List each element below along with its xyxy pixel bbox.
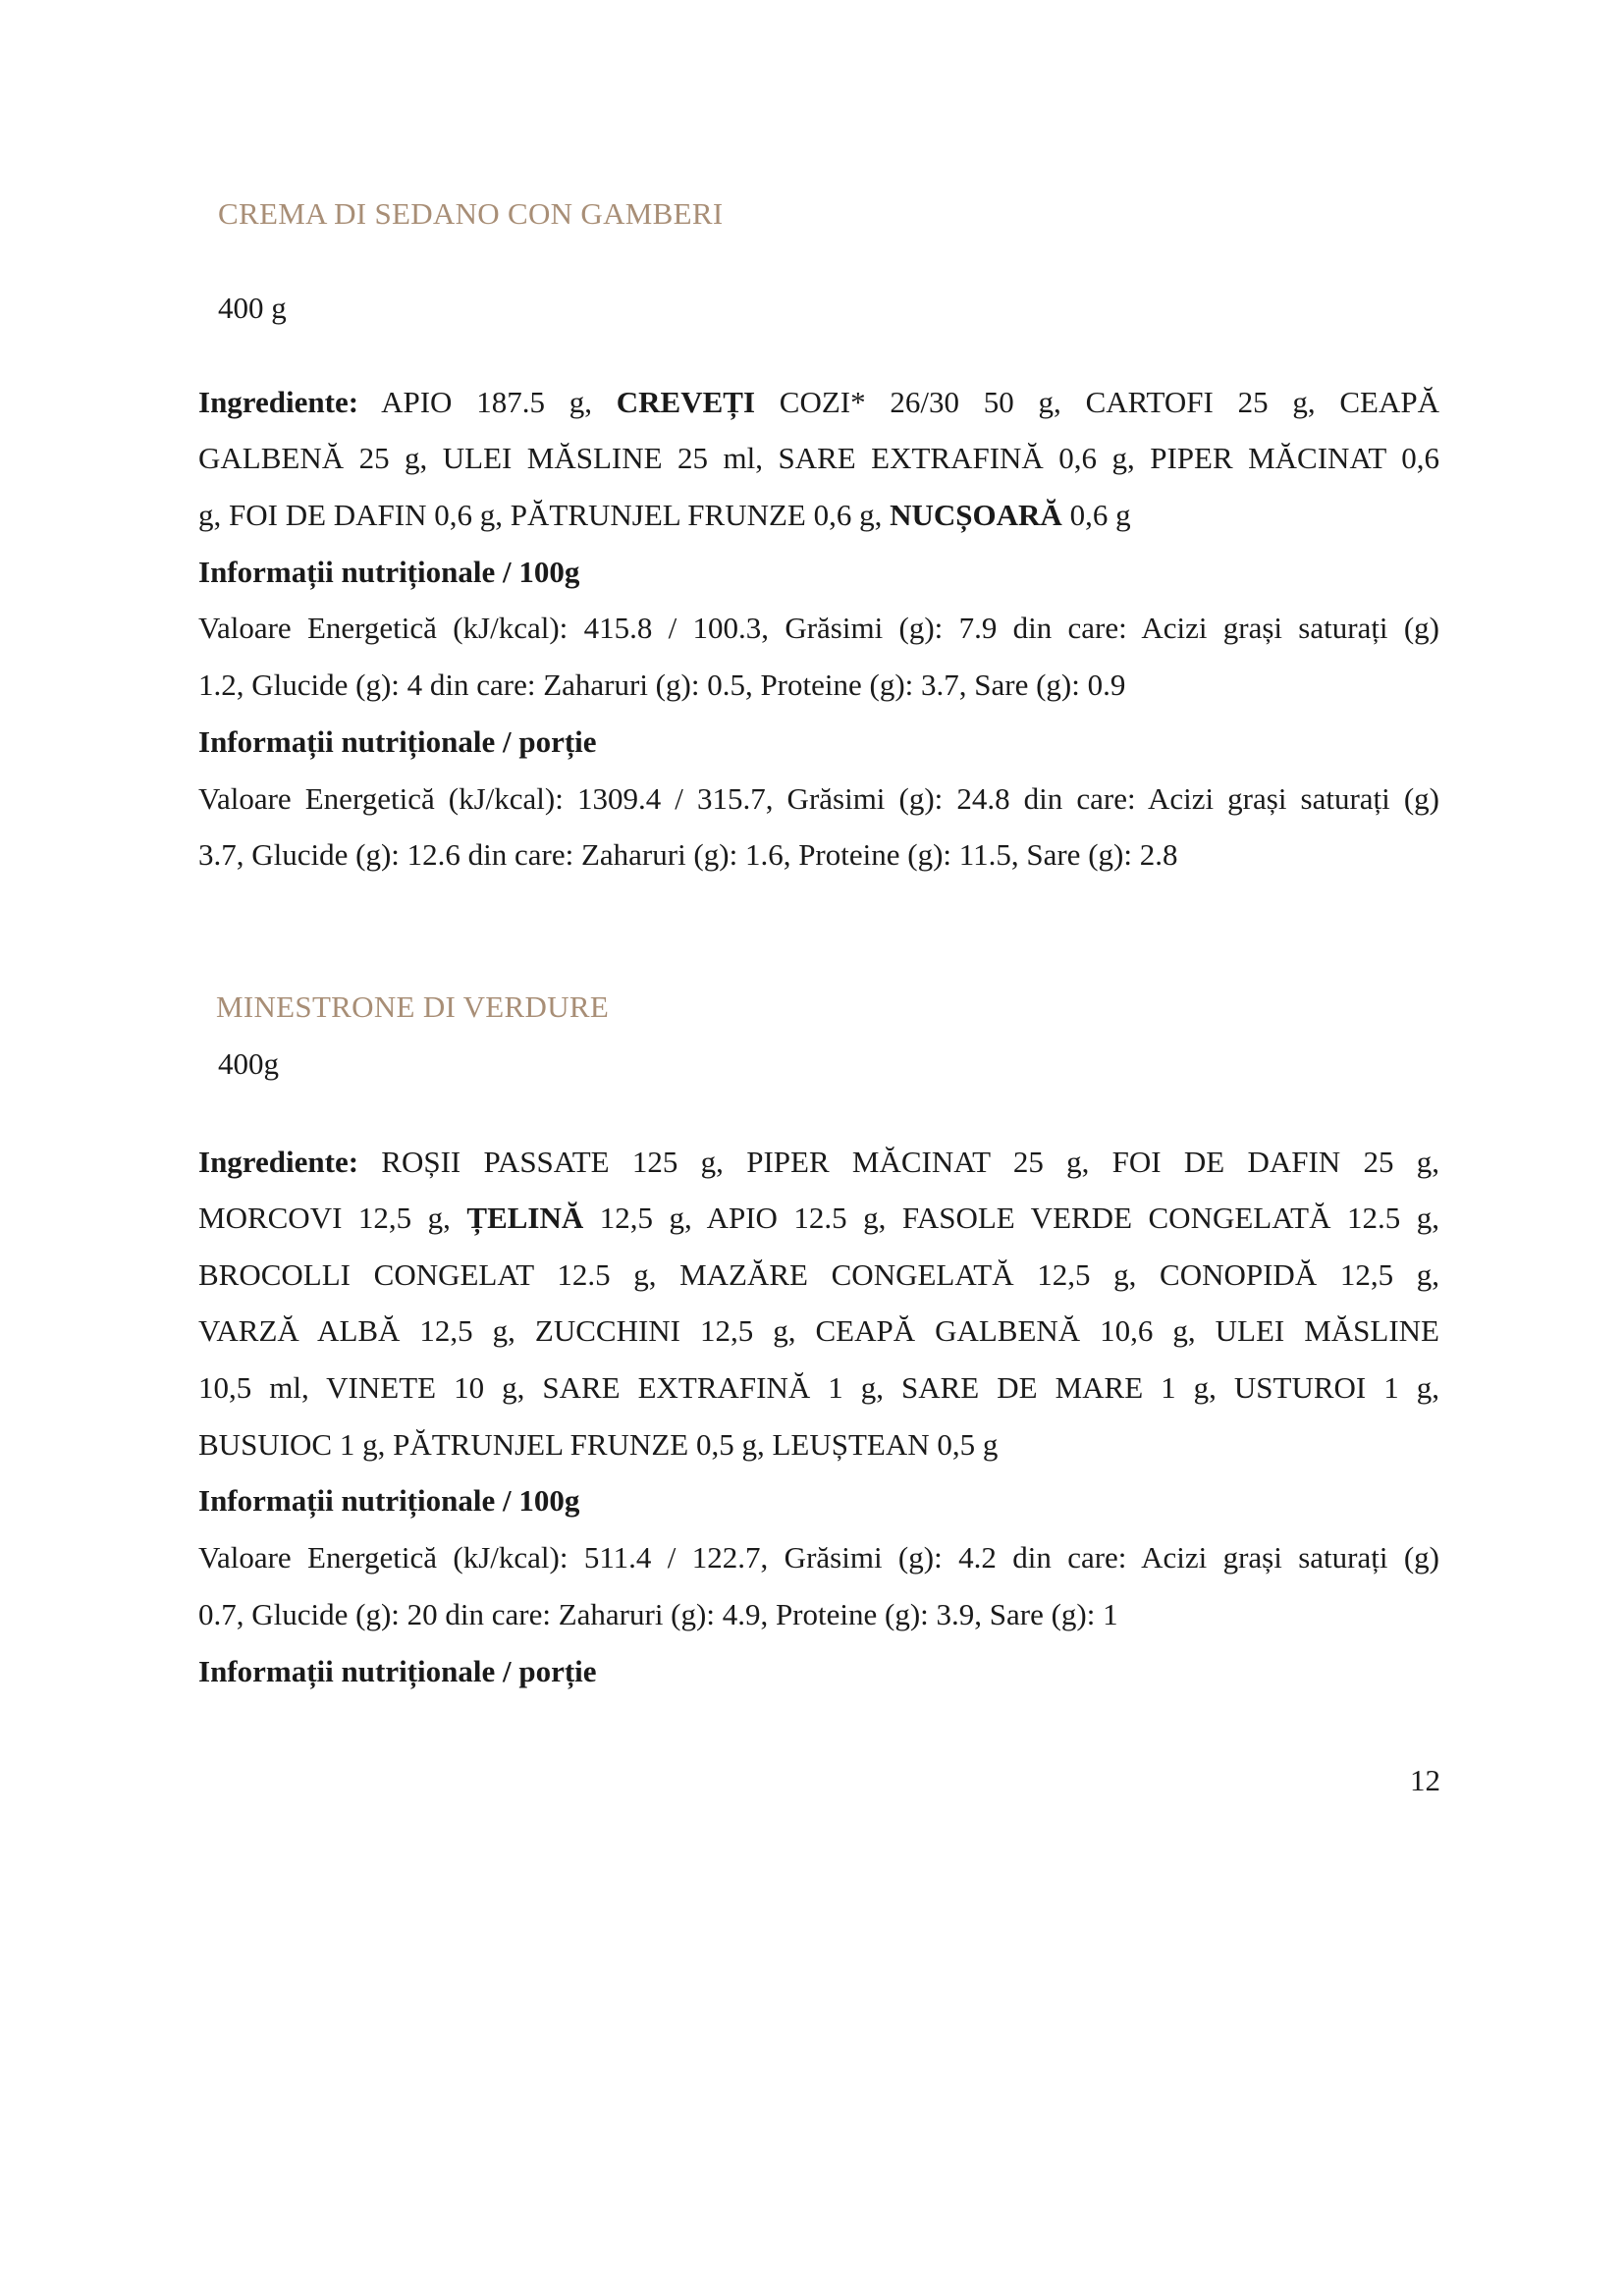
ingredients-text: 12,5 g, APIO 12.5 g, FASOLE VERDE CONGELATĂ 12.5 g,	[583, 1201, 1439, 1235]
allergen: ȚELINĂ	[466, 1201, 584, 1235]
ingredients-line	[198, 1143, 1439, 1182]
ingredients-text: BROCOLLI CONGELAT 12.5 g, MAZĂRE CONGELATĂ 12,5 g, CONOPIDĂ 12,5 g,	[198, 1257, 1439, 1292]
nutrition-100g-line: Valoare Energetică (kJ/kcal): 511.4 / 122.7, Grăsimi (g): 4.2 din care: Acizi grași saturați (g)	[198, 1540, 1439, 1575]
ingredients-text: BUSUIOC 1 g, PĂTRUNJEL FRUNZE 0,5 g, LEUȘTEAN 0,5 g	[198, 1427, 999, 1462]
page-number: 12	[1410, 1763, 1440, 1797]
ingredients-line	[198, 1311, 1439, 1351]
nutrition-100g-line: 0.7, Glucide (g): 20 din care: Zaharuri (g): 4.9, Proteine (g): 3.9, Sare (g): 1	[198, 1597, 1118, 1631]
ingredients-text: 10,5 ml, VINETE 10 g, SARE EXTRAFINĂ 1 g, SARE DE MARE 1 g, USTUROI 1 g,	[198, 1370, 1439, 1405]
ingredients-line	[198, 1368, 1439, 1408]
ingredients-text: APIO 187.5 g,	[358, 385, 617, 419]
ingredients-text: g, FOI DE DAFIN 0,6 g, PĂTRUNJEL FRUNZE 0,6 g,	[198, 498, 891, 532]
nutrition-portion-heading: Informații nutriționale / porție	[198, 724, 597, 759]
ingredients-text: VARZĂ ALBĂ 12,5 g, ZUCCHINI 12,5 g, CEAPĂ GALBENĂ 10,6 g, ULEI MĂSLINE	[198, 1313, 1439, 1348]
allergen: CREVEȚI	[616, 385, 756, 419]
ingredients-text: ROȘII PASSATE 125 g, PIPER MĂCINAT 25 g, FOI DE DAFIN 25 g,	[358, 1145, 1439, 1179]
nutrition-100g-heading: Informații nutriționale / 100g	[198, 1483, 580, 1518]
ingredients-line	[198, 1199, 1439, 1238]
nutrition-100g-heading: Informații nutriționale / 100g	[198, 555, 580, 589]
ingredients-label: Ingrediente:	[198, 1145, 359, 1179]
dish-title: MINESTRONE DI VERDURE	[216, 989, 610, 1024]
nutrition-portion-line: 3.7, Glucide (g): 12.6 din care: Zaharuri (g): 1.6, Proteine (g): 11.5, Sare (g): 2.8	[198, 837, 1178, 872]
nutrition-100g-line: Valoare Energetică (kJ/kcal): 415.8 / 100.3, Grăsimi (g): 7.9 din care: Acizi grași saturați (g)	[198, 611, 1439, 645]
ingredients-text: COZI* 26/30 50 g, CARTOFI 25 g, CEAPĂ	[755, 385, 1439, 419]
dish-weight: 400g	[218, 1046, 279, 1081]
ingredients-line	[198, 1255, 1439, 1295]
nutrition-portion-heading: Informații nutriționale / porție	[198, 1654, 597, 1688]
allergen: NUCȘOARĂ	[890, 498, 1062, 532]
nutrition-100g-line: 1.2, Glucide (g): 4 din care: Zaharuri (g): 0.5, Proteine (g): 3.7, Sare (g): 0.9	[198, 667, 1126, 702]
nutrition-portion-line: Valoare Energetică (kJ/kcal): 1309.4 / 315.7, Grăsimi (g): 24.8 din care: Acizi grași saturați (g)	[198, 781, 1439, 816]
dish-title: CREMA DI SEDANO CON GAMBERI	[218, 196, 724, 231]
ingredients-line	[198, 439, 1439, 478]
ingredients-line	[198, 496, 1439, 535]
ingredients-line	[198, 1425, 1439, 1465]
dish-weight: 400 g	[218, 291, 287, 325]
ingredients-label: Ingrediente:	[198, 385, 359, 419]
ingredients-text: GALBENĂ 25 g, ULEI MĂSLINE 25 ml, SARE EXTRAFINĂ 0,6 g, PIPER MĂCINAT 0,6	[198, 441, 1439, 475]
ingredients-text: 0,6 g	[1061, 498, 1131, 532]
ingredients-line	[198, 383, 1439, 422]
ingredients-text: MORCOVI 12,5 g,	[198, 1201, 467, 1235]
